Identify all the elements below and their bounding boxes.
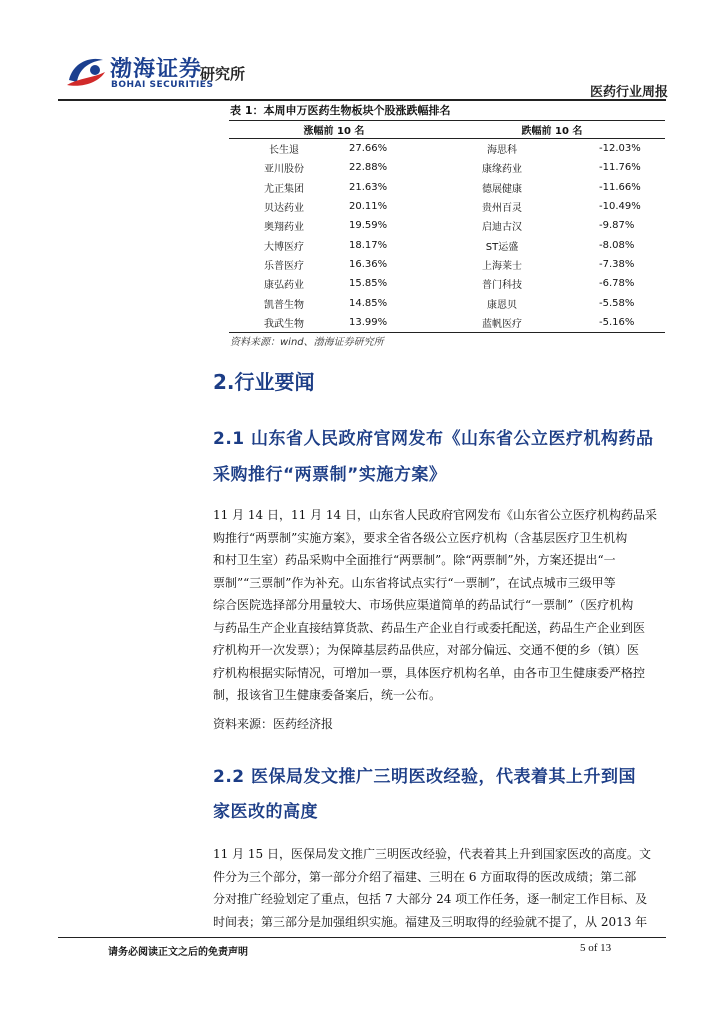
- news1-line: 疗机构开一次发票）；为保障基层药品供应，对部分偏远、交通不便的乡（镇）医: [213, 643, 640, 657]
- news1-line: 制，报该省卫生健康委备案后，统一公布。: [213, 688, 442, 702]
- gainer-change: 15.85%: [349, 278, 388, 290]
- institute-label: 研究所: [200, 65, 246, 83]
- table-row: [229, 158, 665, 177]
- footer-divider: [58, 937, 666, 938]
- news2-title-line1: 2.2 医保局发文推广三明医改经验，代表着其上升到国: [213, 767, 637, 787]
- gainer-name: 长生退: [269, 145, 299, 157]
- news2-title-line2: 家医改的高度: [213, 802, 318, 822]
- gainer-change: 14.85%: [349, 297, 388, 309]
- loser-name: 蓝帆医疗: [439, 313, 565, 333]
- footer-disclaimer: 请务必阅读正文之后的免责声明: [108, 947, 248, 958]
- loser-name: 德展健康: [482, 183, 522, 195]
- table-row: [229, 274, 665, 293]
- loser-change: -8.08%: [599, 239, 635, 251]
- loser-name: 海思科: [487, 145, 517, 157]
- news1-line: 综合医院选择部分用量较大、市场供应渠道简单的药品试行“一票制”（医疗机构: [213, 598, 634, 612]
- table-source: 资料来源：wind、渤海证券研究所: [230, 337, 384, 348]
- gainer-change: 21.63%: [349, 181, 388, 193]
- loser-name: 普门科技: [482, 280, 522, 292]
- news1-line: 疗机构根据实际情况，可增加一票，具体医疗机构名单，由各市卫生健康委严格控: [213, 665, 646, 680]
- table-row: [229, 313, 665, 333]
- news2-body: [213, 843, 668, 933]
- gainer-name: 大博医疗: [264, 241, 304, 253]
- gainer-name: 我武生物: [229, 313, 339, 333]
- news1-body: [213, 504, 668, 707]
- news1-line: 与药品生产企业直接结算货款、药品生产企业自行或委托配送，药品生产企业到医: [213, 620, 646, 635]
- loser-change: -5.16%: [565, 313, 665, 333]
- gainer-name: 贝达药业: [264, 203, 304, 215]
- loser-name: 启迪古汉: [482, 222, 522, 234]
- news1-line: 购推行“两票制”实施方案》，要求全省各级公立医疗机构（含基层医疗卫生机构: [213, 530, 628, 545]
- gainer-name: 奥翔药业: [264, 222, 304, 234]
- loser-change: -11.76%: [599, 162, 641, 174]
- loser-name: 康缘药业: [482, 164, 522, 176]
- gainer-name: 尤正集团: [264, 183, 304, 195]
- gainer-name: 凯普生物: [264, 299, 304, 311]
- loser-change: -11.66%: [599, 181, 641, 193]
- news1-line: 票制”“三票制”作为补充。山东省将试点实行“一票制”，在试点城市三级甲等: [213, 575, 616, 590]
- page-number: 5 of 13: [580, 942, 612, 954]
- table-header-losers: 跌幅前 10 名: [439, 121, 665, 139]
- news2-line: 时间表；第三部分是加强组织实施。福建及三明取得的经验就不提了，从 2013 年: [213, 914, 648, 929]
- news1-source: 资料来源：医药经济报: [213, 717, 334, 731]
- table-row: [229, 255, 665, 274]
- gainer-change: 27.66%: [349, 143, 388, 155]
- news1-line: 和村卫生室）药品采购中全面推行“两票制”。除“两票制”外，方案还提出“一: [213, 553, 616, 567]
- gainer-change: 19.59%: [349, 220, 388, 232]
- loser-change: -6.78%: [599, 278, 635, 290]
- gainer-change: 16.36%: [349, 258, 388, 270]
- loser-name: 贵州百灵: [482, 203, 522, 215]
- loser-change: -12.03%: [599, 143, 641, 155]
- gainer-name: 亚川股份: [264, 164, 304, 176]
- table-row: [229, 293, 665, 312]
- brand-name-en: BOHAI SECURITIES: [111, 80, 214, 90]
- loser-change: -9.87%: [599, 220, 635, 232]
- gainer-change: 20.11%: [349, 201, 388, 213]
- bohai-logo-icon: [65, 52, 107, 88]
- loser-change: -10.49%: [599, 201, 641, 213]
- brand-name-cn: 渤海证券: [110, 56, 203, 82]
- gainer-change: 22.88%: [349, 162, 388, 174]
- stock-ranking-table: [229, 120, 665, 333]
- news1-title-line2: 采购推行“两票制”实施方案》: [213, 465, 447, 485]
- table-row: [229, 235, 665, 254]
- loser-change: -7.38%: [599, 258, 635, 270]
- news2-line: 11 月 15 日，医保局发文推广三明医改经验，代表着其上升到国家医改的高度。文: [213, 847, 651, 861]
- report-type: 医药行业周报: [589, 85, 668, 100]
- news1-title-line1: 2.1 山东省人民政府官网发布《山东省公立医疗机构药品: [213, 429, 654, 449]
- table-title: 表 1：本周申万医药生物板块个股涨跌幅排名: [230, 104, 451, 117]
- loser-name: 上海莱士: [482, 260, 522, 272]
- section-title: 2.行业要闻: [213, 370, 315, 394]
- table-row: [229, 197, 665, 216]
- loser-change: -5.58%: [599, 297, 635, 309]
- news2-line: 件分为三个部分，第一部分介绍了福建、三明在 6 方面取得的医改成绩；第二部: [213, 869, 637, 884]
- gainer-change: 13.99%: [339, 313, 439, 333]
- gainer-name: 康弘药业: [264, 280, 304, 292]
- news2-line: 分对推广经验划定了重点，包括 7 大部分 24 项工作任务，逐一制定工作目标、及: [213, 892, 648, 906]
- gainer-change: 18.17%: [349, 239, 388, 251]
- header-divider: [58, 99, 666, 101]
- gainer-name: 乐普医疗: [264, 260, 304, 272]
- loser-name: ST运盛: [485, 241, 519, 253]
- table-header-gainers: 涨幅前 10 名: [229, 121, 439, 139]
- news1-line: 11 月 14 日，11 月 14 日，山东省人民政府官网发布《山东省公立医疗机构药品采: [213, 508, 657, 522]
- table-row: [229, 178, 665, 197]
- table-row: [229, 216, 665, 235]
- table-row: [229, 139, 665, 159]
- loser-name: 康恩贝: [487, 299, 517, 311]
